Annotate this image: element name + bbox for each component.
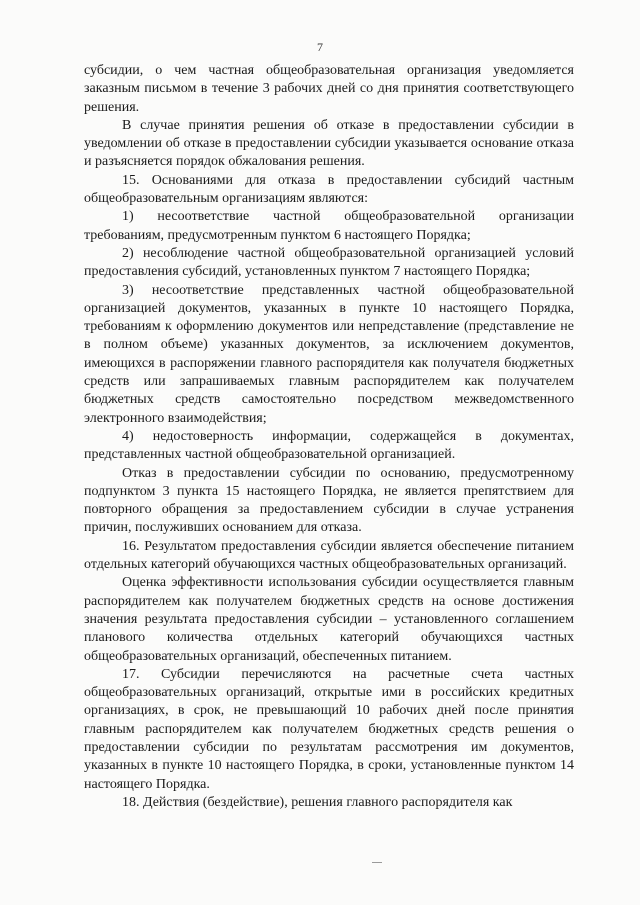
section-16: 16. Результатом предоставления субсидии является обеспечение питанием отдельных категорий обучающихся частных общеобразовательных организаций. (84, 538, 574, 573)
scan-mark (372, 862, 382, 863)
paragraph: Оценка эффективности использования субсидии осуществляется главным распорядителем как получателем бюджетных средств на основе достижения значения результата предоставления субсидии – установленного соглашением планового количества отдельных категорий обучающихся частных общеобразовательных организаций, обеспеченных питанием. (84, 575, 574, 664)
section-18: 18. Действия (бездействие), решения главного распорядителя как (122, 794, 513, 810)
document-body (84, 62, 574, 812)
paragraph: В случае принятия решения об отказе в предоставлении субсидии в уведомлении об отказе в предоставлении субсидии указывается основание отказа и разъясняется порядок обжалования решения. (84, 117, 574, 170)
list-item: 3) несоответствие представленных частной общеобразовательной организацией документов, указанных в пункте 10 настоящего Порядка, требованиям к оформлению документов или непредставление (представление не в полном объеме) указанных документов, за исключением документов, имеющихся в распоряжении главного распорядителя как получателя бюджетных средств или запрашиваемых главным распорядителем как получателем бюджетных средств самостоятельно посредством межведомственного электронного взаимодействия; (84, 282, 574, 426)
section-17: 17. Субсидии перечисляются на расчетные счета частных общеобразовательных организаций, открытые ими в российских кредитных организациях, в срок, не превышающий 10 рабочих дней после принятия главным распорядителем как получателем бюджетных средств решения о предоставлении субсидии по результатам рассмотрения им документов, указанных в пункте 10 настоящего Порядка, в сроки, установленные пунктом 14 настоящего Порядка. (84, 666, 574, 792)
paragraph: субсидии, о чем частная общеобразовательная организация уведомляется заказным письмом в течение 3 рабочих дней со дня принятия соответствующего решения. (84, 63, 574, 115)
page-number: 7 (317, 40, 323, 54)
list-item: 2) несоблюдение частной общеобразовательной организацией условий предоставления субсидий, установленных пунктом 7 настоящего Порядка; (84, 245, 574, 280)
section-15-heading: 15. Основаниями для отказа в предоставлении субсидий частным общеобразовательным организациям являются: (84, 172, 574, 207)
list-item: 1) несоответствие частной общеобразовательной организации требованиям, предусмотренным пунктом 6 настоящего Порядка; (84, 209, 574, 243)
paragraph: Отказ в предоставлении субсидии по основанию, предусмотренному подпунктом 3 пункта 15 настоящего Порядка, не является препятствием для повторного обращения за предоставлением субсидии в случае устранения причин, послуживших основанием для отказа. (84, 465, 574, 536)
list-item: 4) недостоверность информации, содержащейся в документах, представленных частной общеобразовательной организацией. (84, 428, 574, 463)
